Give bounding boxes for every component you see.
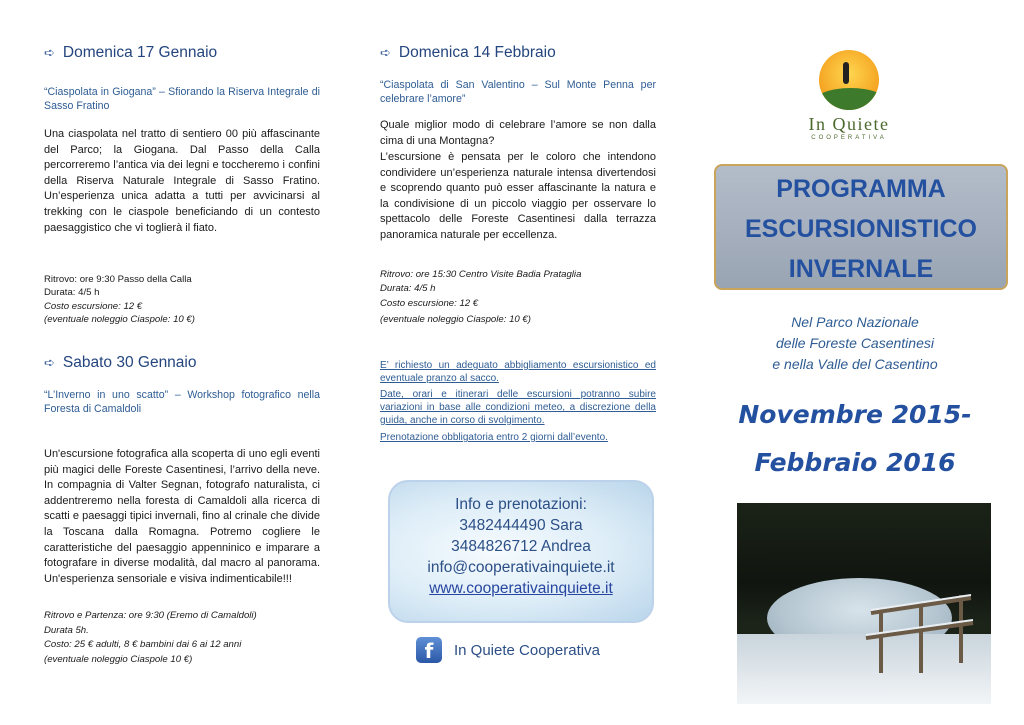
event-description: Una ciaspolata nel tratto di sentiero 00 più affascinante del Parco; la Giogana. Dal Passo della Calla percorreremo l’antica via dei legni e toccheremo i confini della Riserva Naturale Integrale di Sasso Fratino. Un’esperienza unica adatta a tutti per avvicinarsi al trekking con le ciaspole beneficiando di un contesto paesaggistico che vi toglierà il fiato. [44, 128, 320, 234]
phone-andrea[interactable]: 3484826712 Andrea [451, 538, 591, 555]
event-date: Domenica 14 Febbraio [398, 44, 556, 61]
event-rental: (eventuale noleggio Ciaspole: 10 €) [44, 314, 195, 325]
event-date: Domenica 17 Gennaio [62, 44, 218, 61]
event-cost: Costo: 25 € adulti, 8 € bambini dai 6 ai 12 anni [44, 639, 242, 650]
event-rental: (eventuale noleggio Ciaspole: 10 €) [380, 314, 531, 325]
event-heading [380, 44, 556, 62]
title-line: ESCURSIONISTICO [745, 215, 977, 243]
notice-booking: Prenotazione obbligatoria entro 2 giorni dall’evento. [380, 432, 608, 443]
info-box [388, 480, 654, 623]
event-description: L’escursione è pensata per le coloro che intendono condividere un’esperienza naturale intensa divertendosi e scoprendo quanto può esser affascinante la natura e la condivisione di un piccolo viaggio per osservare lo spettacolo delle Foreste Casentinesi dalla terrazza panoramica naturale per eccellenza. [380, 151, 656, 241]
event-cost: Costo escursione: 12 € [44, 301, 143, 312]
event-meeting-point: Ritrovo: ore 9:30 Passo della Calla [44, 274, 192, 285]
right-column [700, 0, 1024, 725]
logo-subtitle: COOPERATIVA [811, 135, 887, 141]
event-description: Un'escursione fotografica alla scoperta di uno egli eventi più magici delle Foreste Casentinesi, l’arrivo della neve. In compagnia di Valter Segnan, fotografo naturalista, ci addentreremo nella foresta di Camaldoli alla ricerca di scatti e paesaggi tipici invernali, fino al crinale che divide la Toscana dalla Romagna. Potremo cogliere le caratteristiche del paesaggio appenninico e imparare a fotografare in diverse modalità, dal macro al panorama. Un'esperienza sensoriale e visiva indimenticabile!!! [44, 448, 320, 585]
arrow-right-icon: ➪ [44, 355, 55, 370]
event-meeting-point: Ritrovo e Partenza: ore 9:30 (Eremo di Camaldoli) [44, 610, 257, 621]
facebook-icon[interactable]: f [416, 637, 442, 663]
arrow-right-icon: ➪ [44, 45, 55, 60]
info-title: Info e prenotazioni: [455, 496, 587, 513]
website-link[interactable]: www.cooperativainquiete.it [429, 580, 613, 597]
program-title-box [714, 164, 1008, 290]
date-range-end: Febbraio 2016 [754, 448, 956, 477]
notice-equipment: E’ richiesto un adeguato abbigliamento escursionistico ed eventuale pranzo al sacco. [380, 360, 656, 384]
event-meeting-point: Ritrovo: ore 15:30 Centro Visite Badia Prataglia [380, 269, 582, 280]
event-heading [44, 44, 217, 62]
event-date: Sabato 30 Gennaio [62, 354, 197, 371]
title-line: INVERNALE [788, 255, 934, 283]
logo-name: In Quiete [808, 114, 890, 134]
phone-sara[interactable]: 3482444490 Sara [459, 517, 583, 534]
event-duration: Durata: 4/5 h [380, 283, 436, 294]
park-line: e nella Valle del Casentino [772, 356, 938, 372]
middle-column [380, 0, 656, 725]
park-line: delle Foreste Casentinesi [776, 335, 934, 351]
wooden-fence [861, 583, 981, 683]
event-duration: Durata: 4/5 h [44, 287, 100, 298]
event-duration: Durata 5h. [44, 625, 89, 636]
park-subtitle [700, 312, 1010, 375]
event-subtitle: “L’Inverno in uno scatto” – Workshop fotografico nella Foresta di Camaldoli [44, 389, 320, 415]
event-intro: Quale miglior modo di celebrare l’amore se non dalla cima di una Montagna? [380, 119, 656, 147]
date-range-start: Novembre 2015- [738, 400, 972, 429]
arrow-right-icon: ➪ [380, 45, 391, 60]
facebook-link[interactable] [416, 637, 600, 663]
left-column [44, 0, 320, 725]
event-subtitle: “Ciaspolata di San Valentino – Sul Monte Penna per celebrare l’amore” [380, 79, 656, 105]
event-subtitle: “Ciaspolata in Giogana” – Sfiorando la Riserva Integrale di Sasso Fratino [44, 86, 320, 112]
logo-emblem [819, 50, 879, 110]
event-heading [44, 354, 197, 372]
snow-landscape-photo [737, 503, 991, 704]
title-line: PROGRAMMA [776, 175, 946, 203]
event-rental: (eventuale noleggio Ciaspole 10 €) [44, 654, 193, 665]
notice-changes: Date, orari e itinerari delle escursioni potranno subire variazioni in base alle condizioni meteo, a discrezione della guida, anche in corso di svolgimento. [380, 389, 656, 426]
email-link[interactable]: info@cooperativainquiete.it [427, 559, 615, 576]
facebook-page-name[interactable]: In Quiete Cooperativa [454, 641, 600, 659]
logo [795, 50, 903, 141]
event-cost: Costo escursione: 12 € [380, 298, 479, 309]
park-line: Nel Parco Nazionale [791, 314, 919, 330]
